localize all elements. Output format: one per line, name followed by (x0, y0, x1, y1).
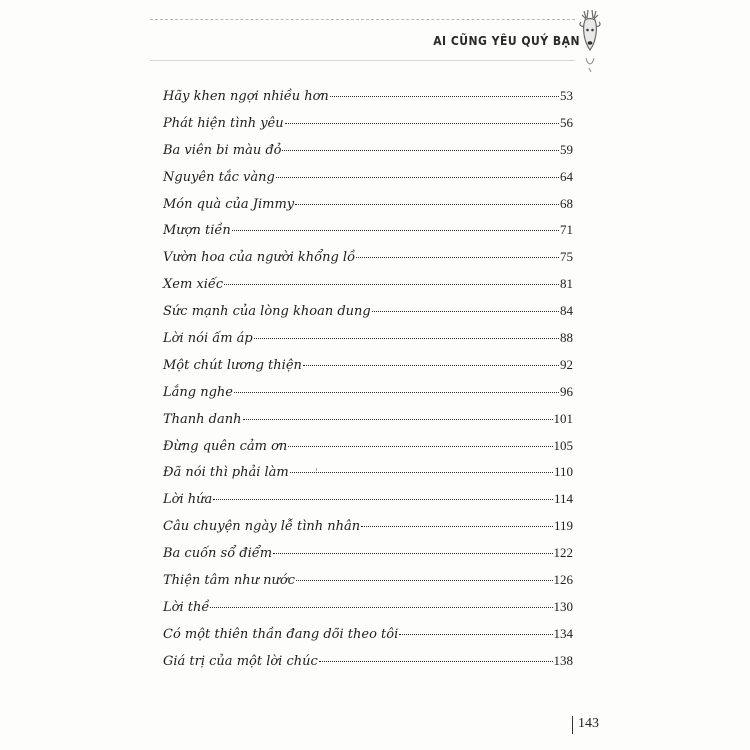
running-header: AI CŨNG YÊU QUÝ BẠN (433, 34, 580, 48)
table-of-contents (163, 88, 573, 680)
toc-entry-page: 75 (560, 249, 573, 265)
toc-entry (163, 222, 573, 249)
toc-entry-page: 92 (560, 356, 573, 372)
dot-leader (330, 96, 559, 97)
toc-entry (163, 491, 573, 518)
dot-leader (295, 204, 559, 205)
toc-entry (163, 438, 573, 465)
paper-speck (316, 468, 317, 471)
toc-entry (163, 142, 573, 169)
toc-entry (163, 249, 573, 276)
dot-leader (372, 311, 559, 312)
toc-entry (163, 653, 573, 680)
toc-entry (163, 464, 573, 491)
toc-entry-page: 68 (560, 195, 573, 211)
dot-leader (276, 177, 559, 178)
toc-entry-title: Câu chuyện ngày lễ tình nhân (163, 519, 361, 535)
toc-entry-title: Lắng nghe (163, 384, 233, 400)
toc-entry (163, 626, 573, 653)
toc-entry-title: Thanh danh (163, 411, 242, 427)
toc-entry-page: 134 (553, 625, 573, 641)
toc-entry-title: Ba viên bi màu đỏ (163, 142, 282, 158)
toc-entry-title: Lời hứa (163, 492, 213, 508)
toc-entry-page: 96 (560, 383, 573, 399)
dot-leader (303, 365, 559, 366)
dot-leader (234, 392, 559, 393)
toc-entry-title: Món quà của Jimmy (163, 196, 295, 212)
folio-divider (572, 716, 573, 734)
toc-entry (163, 599, 573, 626)
toc-entry-page: 88 (560, 330, 573, 346)
toc-entry-page: 130 (553, 598, 573, 614)
header-rule-bottom (150, 60, 575, 61)
toc-entry (163, 196, 573, 223)
toc-entry (163, 276, 573, 303)
toc-entry-title: Thiện tâm như nước (163, 573, 295, 589)
toc-entry-page: 105 (553, 437, 573, 453)
toc-entry-page: 56 (560, 114, 573, 130)
toc-entry-title: Ba cuốn sổ điểm (163, 546, 273, 562)
toc-entry (163, 411, 573, 438)
toc-entry-page: 138 (553, 652, 573, 668)
toc-entry (163, 303, 573, 330)
header-rule-top (150, 19, 575, 20)
dot-leader (399, 634, 552, 635)
toc-entry-title: Giá trị của một lời chúc (163, 653, 318, 669)
toc-entry-page: 119 (553, 518, 573, 534)
dot-leader (224, 284, 559, 285)
toc-entry (163, 169, 573, 196)
dot-leader (296, 580, 553, 581)
toc-entry-page: 110 (553, 464, 573, 480)
toc-entry-page: 53 (560, 88, 573, 103)
toc-entry-page: 114 (553, 491, 573, 507)
dot-leader (243, 419, 553, 420)
dot-leader (361, 526, 553, 527)
toc-entry-title: Mượn tiền (163, 223, 231, 239)
toc-entry-title: Lời nói ấm áp (163, 331, 253, 347)
toc-entry (163, 330, 573, 357)
dot-leader (273, 553, 552, 554)
toc-entry-title: Hãy khen ngợi nhiều hơn (163, 89, 329, 104)
toc-entry-title: Nguyên tắc vàng (163, 169, 275, 185)
dot-leader (254, 338, 559, 339)
toc-entry (163, 545, 573, 572)
dot-leader (356, 257, 559, 258)
deer-head-icon (578, 8, 602, 78)
toc-entry-title: Xem xiếc (163, 277, 224, 293)
toc-entry-title: Vườn hoa của người khổng lồ (163, 250, 356, 266)
dot-leader (210, 607, 552, 608)
toc-entry-title: Có một thiên thần đang dõi theo tôi (163, 626, 399, 642)
toc-entry-page: 122 (553, 545, 573, 561)
toc-entry (163, 384, 573, 411)
toc-entry-title: Sức mạnh của lòng khoan dung (163, 304, 371, 320)
toc-entry-page: 101 (553, 410, 573, 426)
toc-entry-title: Đã nói thì phải làm (163, 465, 289, 481)
dot-leader (290, 472, 553, 473)
toc-entry (163, 518, 573, 545)
toc-entry (163, 115, 573, 142)
dot-leader (319, 661, 553, 662)
toc-entry-title: Một chút lương thiện (163, 357, 302, 373)
dot-leader (213, 499, 553, 500)
toc-entry-title: Phát hiện tình yêu (163, 115, 284, 131)
toc-entry-title: Đừng quên cảm ơn (163, 438, 288, 454)
toc-entry-page: 81 (560, 276, 573, 292)
toc-entry (163, 88, 573, 115)
toc-entry (163, 572, 573, 599)
toc-entry-page: 71 (560, 222, 573, 238)
toc-entry (163, 357, 573, 384)
dot-leader (232, 230, 559, 231)
toc-entry-page: 64 (560, 168, 573, 184)
dot-leader (288, 446, 552, 447)
toc-entry-title: Lời thề (163, 599, 210, 615)
toc-entry-page: 126 (553, 572, 573, 588)
dot-leader (285, 123, 559, 124)
toc-entry-page: 84 (560, 303, 573, 319)
toc-entry-page: 59 (560, 141, 573, 157)
dot-leader (282, 150, 559, 151)
page-number: 143 (578, 716, 599, 731)
